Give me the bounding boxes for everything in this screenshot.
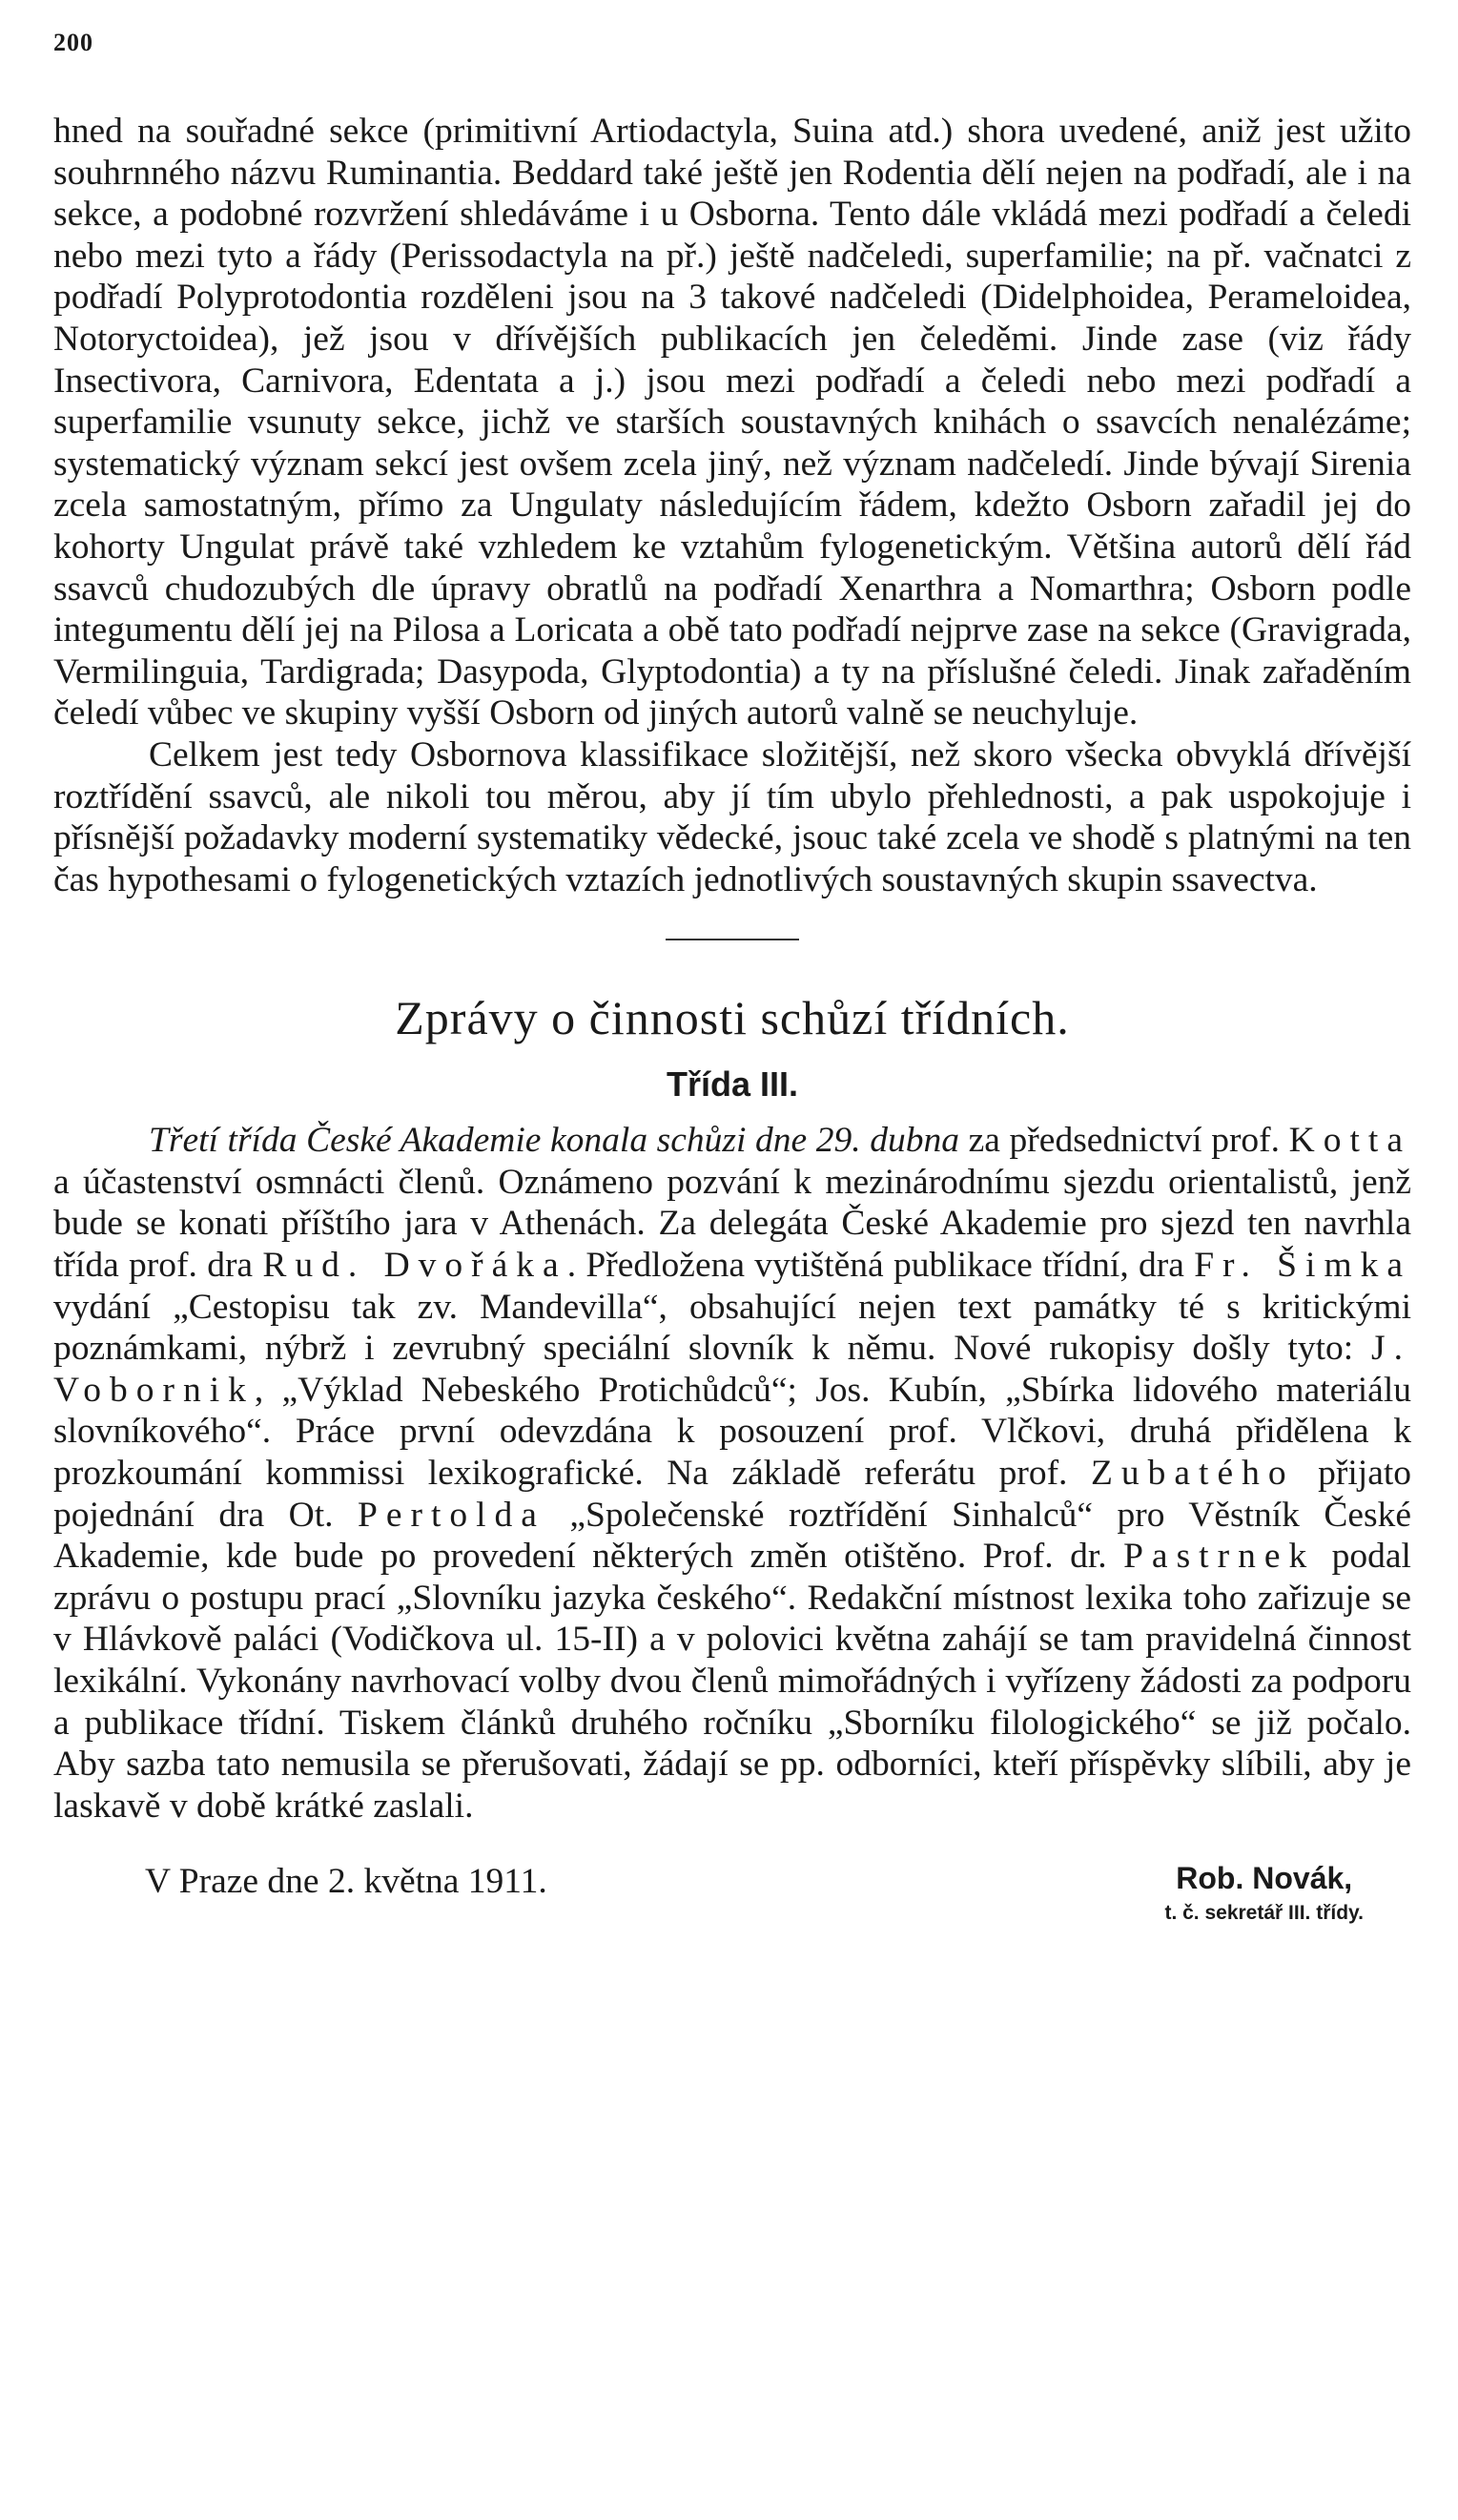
- report-text-6: . Předložena vytištěná publikace třídní, dra: [566, 1246, 1195, 1286]
- intro-paragraph: hned na souřadné sekce (primitivní Artiodactyla, Suina atd.) shora uvedené, aniž jest užito souhrnného názvu Ruminantia. Beddard také ještě jen Rodentia dělí nejen na podřadí, ale i na sekce, a podobné rozvržení shledáváme i u Osborna. Tento dále vkládá mezi podřadí a čeledi nebo mezi tyto a řády (Perissodactyla na př.) ještě nadčeledi, superfamilie; na př. vačnatci z podřadí Polyprotodontia rozděleni jsou na 3 takové nadčeledi (Didelphoidea, Perameloidea, Notoryctoidea), jež jsou v dřívějších publikacích jen čeleděmi. Jinde zase (viz řády Insectivora, Carnivora, Edentata a j.) jsou mezi podřadí a čeledi nebo mezi podřadí a superfamilie vsunuty sekce, jichž ve starších soustavných knihách o ssavcích nenalézáme; systematický význam sekcí jest ovšem zcela jiný, než význam nadčeledí. Jinde bývají Sirenia zcela samostatným, přímo za Ungulaty následujícím řádem, kdežto Osborn zařadil jej do kohorty Ungulat právě také vzhledem ke vztahům fylogenetickým. Většina autorů dělí řád ssavců chudozubých dle úpravy obratlů na podřadí Xenarthra a Nomarthra; Osborn podle integumentu dělí jej na Pilosa a Loricata a obě tato podřadí nejprve zase na sekce (Gravigrada, Vermilinguia, Tardigrada; Dasypoda, Glyptodontia) a ty na příslušné čeledi. Jinak zařaděním čeledí vůbec ve skupiny vyšší Osborn od jiných autorů valně se neuchyluje.: [53, 112, 1411, 733]
- report-opening: Třetí třída České Akademie konala schůzi dne 29. dubna: [149, 1121, 960, 1161]
- report-paragraph: [53, 1120, 1411, 1827]
- report-text-4: a účastenství osmnácti členů. Oznámeno pozvání k mezinárodnímu sjezdu orientalistů, jenž bude se konati příštího jara v Athenách. Za delegáta České Akademie pro sjezd ten navrhla třída prof. dra: [53, 1162, 1411, 1286]
- page-number: 200: [53, 29, 93, 56]
- report-text-16: podal zprávu o postupu prací „Slovníku jazyka českého“. Redakční místnost lexika toho zařizuje se v Hlávkově paláci (Vodičkova ul. 15-II) a v polovici května zahájí se tam pravidelná činnost lexikální. Vykonány navrhovací volby dvou členů mimořádných i vyřízeny žádosti za podporu a publikace třídní. Tiskem článků druhého ročníku „Sborníku filologického“ se již počalo. Aby sazba tato nemusila se přerušovati, žádají se pp. odborníci, kteří příspěvky slíbili, aby je laskavě v době krátké zaslali.: [53, 1537, 1411, 1826]
- section-divider: [666, 939, 799, 940]
- report-text-2: za předsednictví prof.: [959, 1121, 1289, 1161]
- signature-place-date: V Praze dne 2. května 1911.: [145, 1862, 547, 1902]
- signature-block: [1164, 1861, 1364, 1925]
- signature-row: [53, 1861, 1411, 1925]
- name-zubaty: Zubatého: [1090, 1454, 1295, 1494]
- report-text-8: vydání „Cestopisu tak zv. Mandevilla“, obsahující nejen text památky té s kritickými poznámkami, nýbrž i zevrubný speciální slovník k němu. Nové rukopisy došly tyto:: [53, 1287, 1411, 1369]
- report-text-10: , „Výklad Nebeského Protichůdců“; Jos. Kubín, „Sbírka lidového materiálu slovníkového“. Práce první odevzdána k posouzení prof. Vlčkovi, druhá přidělena k prozkoumání kommissi lexikografické. Na základě referátu prof.: [53, 1370, 1411, 1494]
- section-title: Zprávy o činnosti schůzí třídních.: [395, 991, 1070, 1045]
- page: [53, 29, 1411, 1925]
- subsection-title: Třída III.: [666, 1064, 799, 1105]
- name-pertold: Pertolda: [357, 1495, 545, 1535]
- name-kotta: Kotta: [1288, 1121, 1411, 1161]
- report-text-12: přijato pojednání dra Ot.: [53, 1454, 1412, 1535]
- signature-name: Rob. Novák,: [1176, 1861, 1353, 1896]
- name-simek: Fr. Šimka: [1194, 1246, 1412, 1286]
- name-dvorak: Rud. Dvořáka: [262, 1246, 567, 1286]
- report-text-14: „Společenské roztřídění Sinhalců“ pro Věstník České Akademie, kde bude po provedení některých změn otištěno. Prof. dr.: [53, 1495, 1411, 1577]
- closing-paragraph: Celkem jest tedy Osbornova klassifikace složitější, než skoro všecka obvyklá dřívější roztřídění ssavců, ale nikoli tou měrou, aby jí tím ubylo přehlednosti, a pak uspokojuje i přísnější požadavky moderní systematiky vědecké, jsouc také zcela ve shodě s platnými na ten čas hypothesami o fylogenetických vztazích jednotlivých soustavných skupin ssavectva.: [53, 734, 1411, 899]
- name-vobornik: J. Vobornik: [53, 1329, 1411, 1410]
- name-pastrnek: Pastrnek: [1123, 1537, 1316, 1577]
- signature-role: t. č. sekretář III. třídy.: [1164, 1902, 1364, 1925]
